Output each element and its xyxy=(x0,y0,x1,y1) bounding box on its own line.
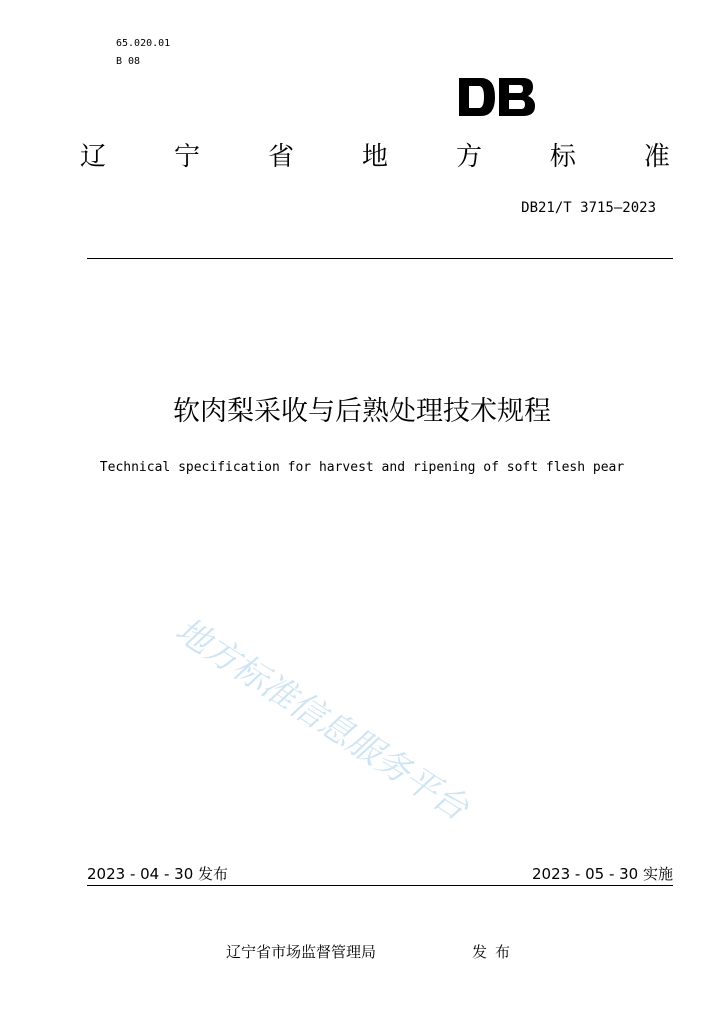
province-char: 准 xyxy=(643,142,670,172)
footer-divider xyxy=(87,885,673,886)
implement-date: 2023 - 05 - 30 实施 xyxy=(531,865,673,883)
watermark: 地方标准信息服务平台 xyxy=(168,610,476,829)
header-divider xyxy=(87,258,673,259)
issue-word: 发布 xyxy=(472,943,519,961)
ccs-code: B 08 xyxy=(116,56,141,67)
db-logo xyxy=(459,78,535,116)
title-english: Technical specification for harvest and ripening of soft flesh pear xyxy=(99,460,625,475)
ics-code: 65.020.01 xyxy=(116,38,171,49)
province-char: 省 xyxy=(267,142,294,172)
standard-number: DB21/T 3715—2023 xyxy=(521,200,656,216)
province-standard-heading xyxy=(80,140,670,174)
province-char: 地 xyxy=(361,142,388,172)
province-char: 标 xyxy=(549,142,576,172)
issuer: 辽宁省市场监督管理局 xyxy=(226,943,377,961)
province-char: 方 xyxy=(455,142,482,172)
province-char: 辽 xyxy=(80,142,107,172)
title-chinese: 软肉梨采收与后熟处理技术规程 xyxy=(173,396,551,427)
province-char: 宁 xyxy=(173,142,200,172)
publish-date: 2023 - 04 - 30 发布 xyxy=(87,865,229,883)
